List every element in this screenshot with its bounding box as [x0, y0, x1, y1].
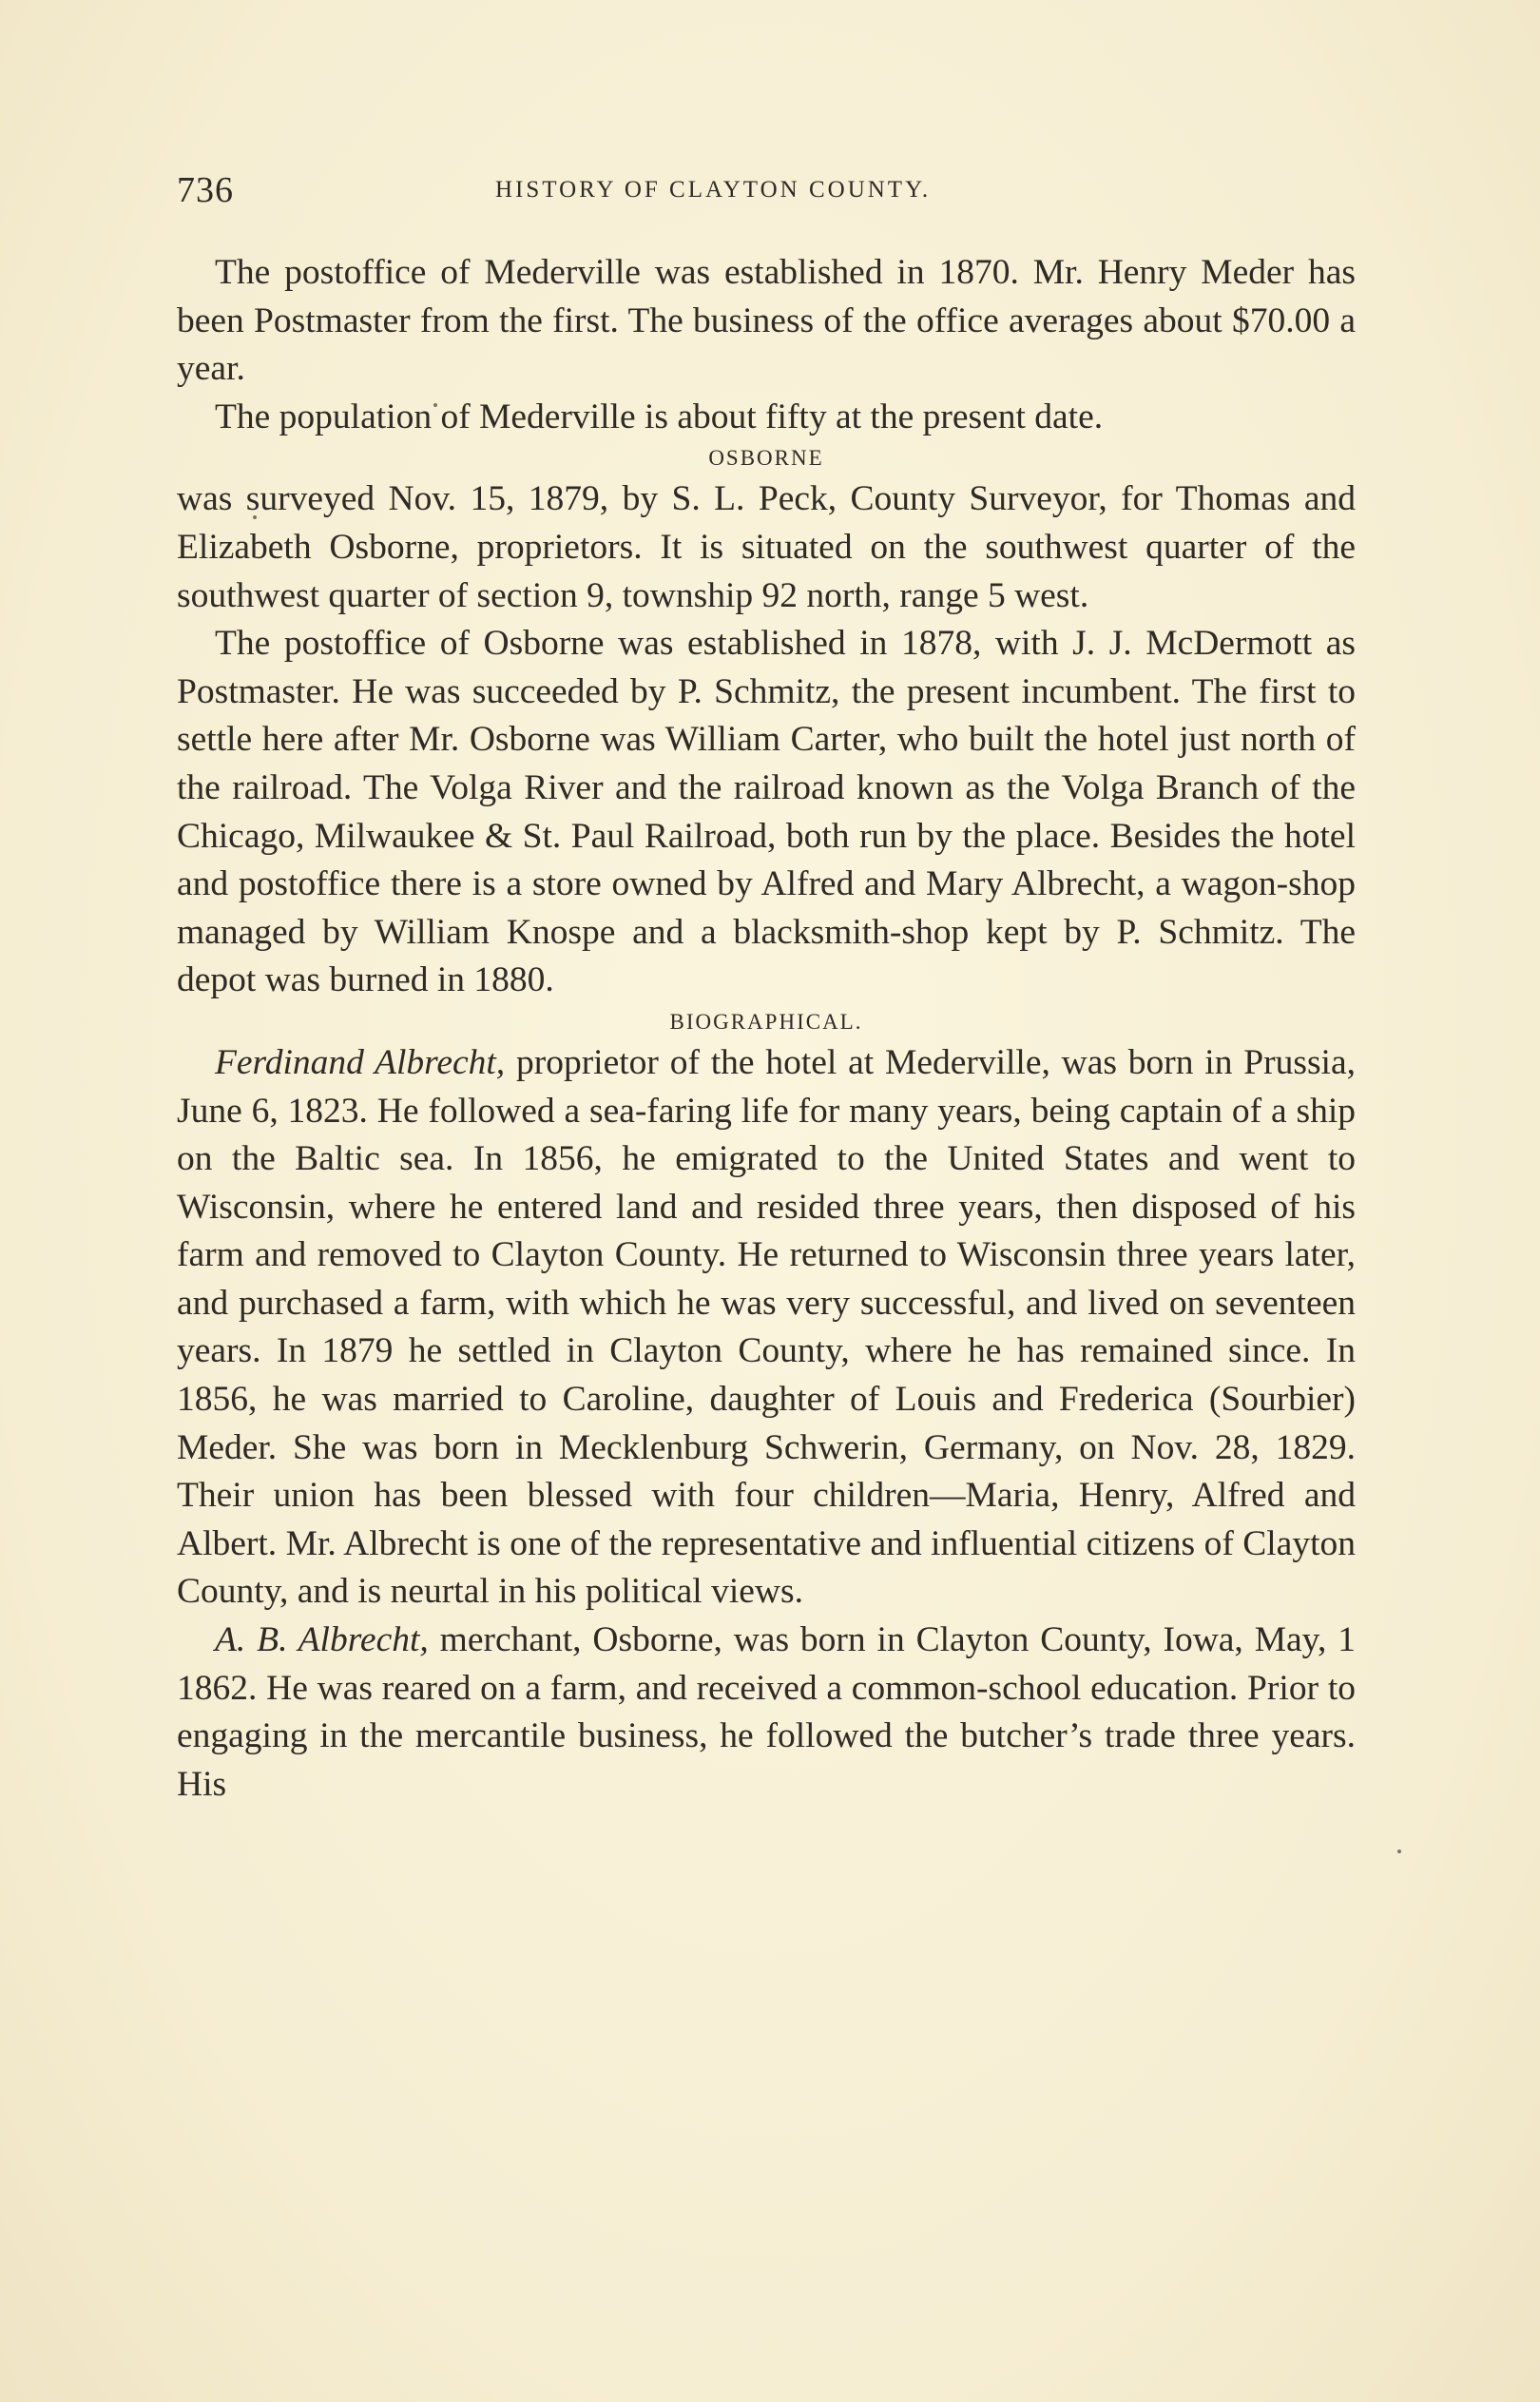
bio-text: merchant, Osborne, was born in Clayton County, Iowa, May, 1 1862. He was reared on a farm, and received a common-school education. Prior to engaging in the mercantile business, he followed the butcher’s trade three years. His [177, 1620, 1357, 1804]
bio-ferdinand-albrecht [177, 1039, 1356, 1617]
page-header [177, 169, 1356, 217]
osborne-postoffice-paragraph: The postoffice of Osborne was established in 1878, with J. J. McDermott as Postmaster. He was succeeded by P. Schmitz, the present incumbent. The first to settle here after Mr. Osborne was William Carter, who built the hotel just north of the railroad. The Volga River and the railroad known as the Volga Branch of the Chicago, Milwaukee & St. Paul Railroad, both run by the place. Besides the hotel and postoffice there is a store owned by Alfred and Mary Albrecht, a wagon-shop managed by William Knospe and a blacksmith-shop kept by P. Schmitz. The depot was burned in 1880. [177, 624, 1356, 1000]
stray-dot-3 [1397, 1850, 1401, 1853]
page-body [177, 249, 1356, 1809]
bio-name: A. B. Albrecht, [215, 1620, 429, 1660]
bio-name: Ferdinand Albrecht, [215, 1042, 506, 1082]
osborne-survey-paragraph: was surveyed Nov. 15, 1879, by S. L. Peck, County Surveyor, for Thomas and Elizabeth Osborne, proprietors. It is situated on the southwest quarter of the southwest quarter of section 9, township 92 north, range 5 west. [177, 479, 1356, 615]
osborne-heading: OSBORNE [708, 446, 824, 471]
page-number: 736 [177, 170, 234, 210]
bio-ab-albrecht [177, 1617, 1356, 1809]
mederville-postoffice-paragraph: The postoffice of Mederville was established in 1870. Mr. Henry Meder has been Postmaster from the first. The business of the office averages about $70.00 a year. [177, 253, 1356, 389]
biographical-heading: BIOGRAPHICAL. [669, 1009, 863, 1034]
bio-text: proprietor of the hotel at Mederville, was born in Prussia, June 6, 1823. He followed a sea-faring life for many years, being captain of a ship on the Baltic sea. In 1856, he emigrated to the United States and went to Wisconsin, where he entered land and resided three years, then disposed of his farm and removed to Clayton County. He returned to Wisconsin three years later, and purchased a farm, with which he was very successful, and lived on seventeen years. In 1879 he settled in Clayton County, where he has remained since. In 1856, he was married to Caroline, daughter of Louis and Frederica (Sourbier) Meder. She was born in Mecklenburg Schwerin, Germany, on Nov. 28, 1829. Their union has been blessed with four children—Maria, Henry, Alfred and Albert. Mr. Albrecht is one of the representative and influential citizens of Clayton County, and is neurtal in his political views. [177, 1042, 1356, 1612]
running-title: HISTORY OF CLAYTON COUNTY. [495, 177, 932, 203]
mederville-population-paragraph: The population of Mederville is about fifty at the present date. [215, 397, 1104, 436]
